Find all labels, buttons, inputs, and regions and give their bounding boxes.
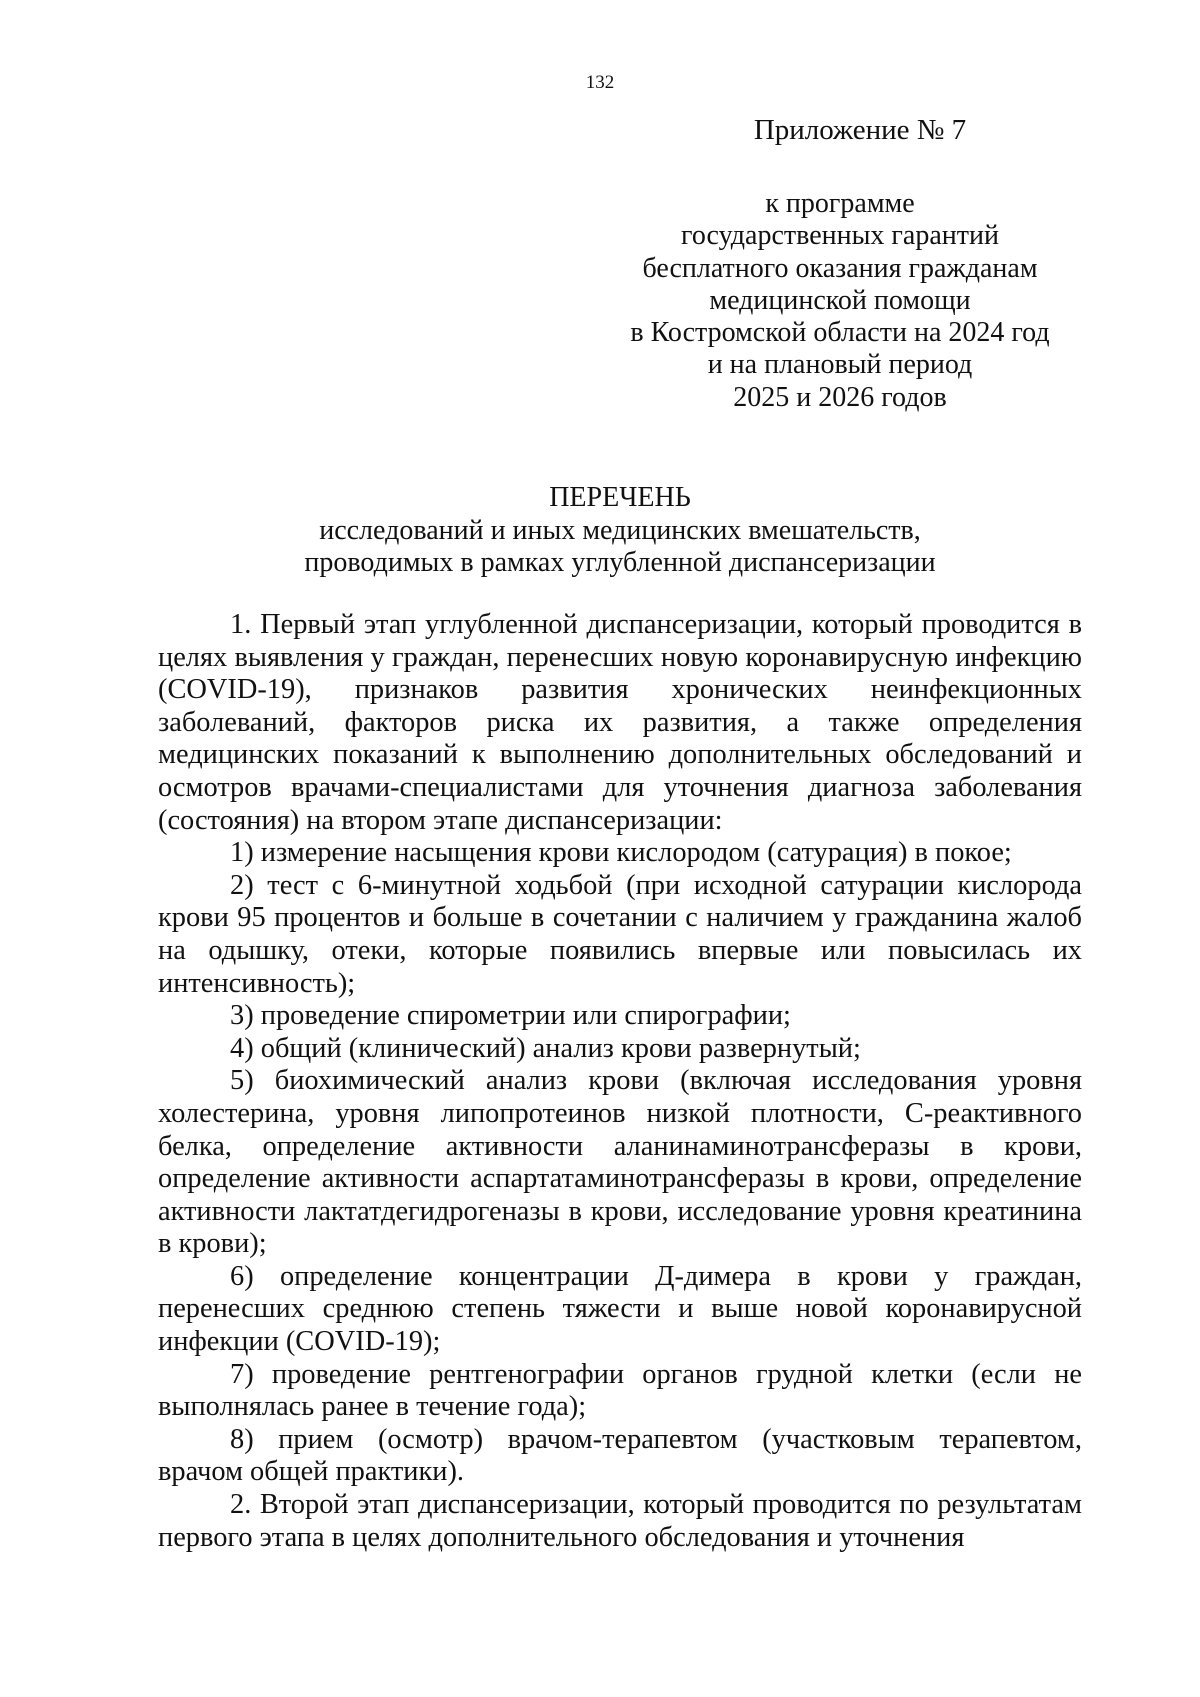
appendix-line: бесплатного оказания гражданам	[642, 252, 1038, 284]
appendix-line: и на плановый период	[707, 349, 973, 381]
heading-subtitle-line: исследований и иных медицинских вмешательств,	[319, 514, 921, 546]
appendix-reference	[600, 188, 1080, 414]
document-heading	[160, 482, 1080, 580]
appendix-line: в Костромской области на 2024 год	[630, 317, 1050, 349]
list-item: 8) прием (осмотр) врачом-терапевтом (участковым терапевтом, врачом общей практики).	[158, 1423, 1082, 1488]
list-item: 2) тест с 6-минутной ходьбой (при исходной сатурации кислорода крови 95 процентов и больше в сочетании с наличием у гражданина жалоб на одышку, отеки, которые появились впервые или повысилась их интенсивность);	[158, 869, 1082, 999]
list-item: 4) общий (клинический) анализ крови развернутый;	[230, 1032, 861, 1064]
appendix-line: 2025 и 2026 годов	[733, 381, 947, 413]
appendix-line: медицинской помощи	[709, 284, 971, 316]
appendix-title: Приложение № 7	[753, 114, 967, 146]
list-item: 7) проведение рентгенографии органов грудной клетки (если не выполнялась ранее в течение года);	[158, 1358, 1082, 1423]
heading-subtitle-line: проводимых в рамках углубленной диспансеризации	[304, 547, 936, 578]
section-paragraph: 2. Второй этап диспансеризации, который проводится по результатам первого этапа в целях дополнительного обследования и уточнения	[158, 1489, 1082, 1553]
heading-title: ПЕРЕЧЕНЬ	[549, 482, 691, 513]
document-body	[158, 609, 1082, 1554]
list-item: 5) биохимический анализ крови (включая исследования уровня холестерина, уровня липопротеинов низкой плотности, С-реактивного белка, определение активности аланинаминотрансферазы в крови, определение активности аспартатаминотрансферазы в крови, определение активности лактатдегидрогеназы в крови, исследование уровня креатинина в крови);	[158, 1065, 1082, 1260]
list-item: 3) проведение спирометрии или спирографии;	[230, 1000, 791, 1032]
list-item: 6) определение концентрации Д-димера в крови у граждан, перенесших среднюю степень тяжести и выше новой коронавирусной инфекции (COVID-19);	[158, 1260, 1082, 1358]
appendix-line: государственных гарантий	[681, 220, 999, 252]
appendix-line: к программе	[765, 188, 915, 219]
section-paragraph: 1. Первый этап углубленной диспансеризации, который проводится в целях выявления у граждан, перенесших новую коронавирусную инфекцию (COVID-19), признаков развития хронических неинфекционных заболеваний, факторов риска их развития, а также определения медицинских показаний к выполнению дополнительных обследований и осмотров врачами-специалистами для уточнения диагноза заболевания (состояния) на втором этапе диспансеризации:	[158, 609, 1082, 836]
list-item: 1) измерение насыщения крови кислородом (сатурация) в покое;	[230, 837, 1012, 869]
page-number: 132	[585, 72, 615, 93]
